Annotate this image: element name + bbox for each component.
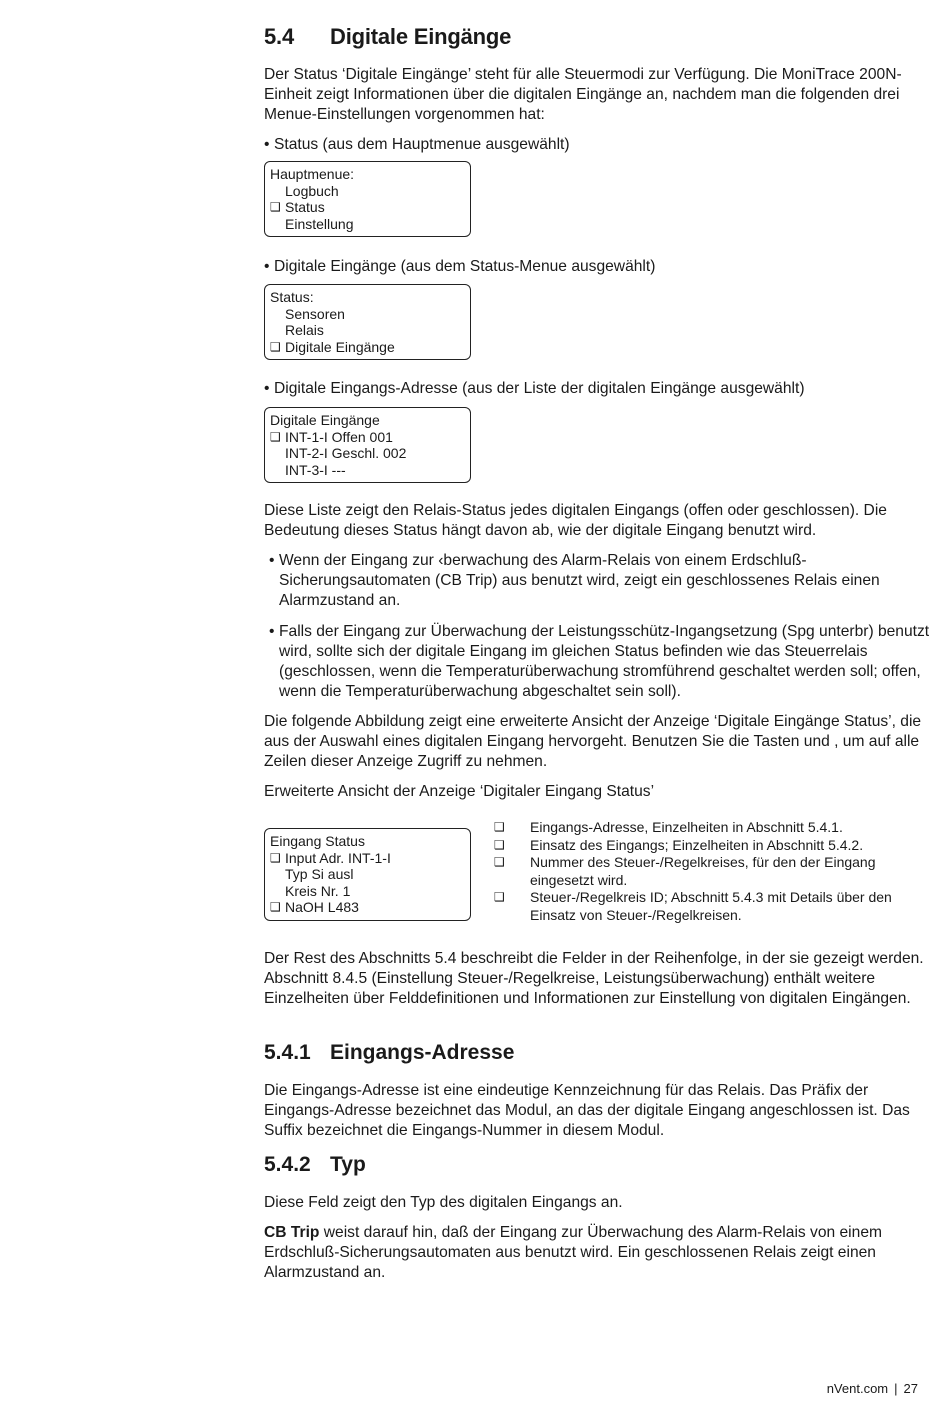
screen-line-text: Kreis Nr. 1 <box>285 882 351 899</box>
screen-line-spacer <box>270 462 285 479</box>
screen-line-text: Status: <box>270 289 314 305</box>
case-bullet-2: • Falls der Eingang zur Überwachung der Leistungsschütz-Ingangsetzung (Spg unterbr) benutzt wird, sollte sich der digitale Eingang im gleichen Status befinden wie das Steuerrelais (geschlossen, wenn die Temperaturüberwachung stromführend geschaltet werden soll; offen, wenn die Temperaturüberwachung abgeschaltet sein soll). <box>269 623 930 700</box>
screen-line-spacer <box>270 322 285 339</box>
screen-line <box>270 289 470 306</box>
screen-line-text: Einstellung <box>285 215 354 232</box>
list-paragraph: Diese Liste zeigt den Relais-Status jedes digitalen Eingangs (offen oder geschlossen). Die Bedeutung dieses Status hängt davon ab, wie der digitale Eingang benutzt wird. <box>264 502 887 539</box>
screen-line <box>270 850 470 867</box>
menu-screen-inputs <box>264 407 471 483</box>
screen-line-text: Sensoren <box>285 305 345 322</box>
subsection-542-text: Diese Feld zeigt den Typ des digitalen Eingangs an. <box>264 1194 623 1211</box>
screen-line-text: Typ Si ausl <box>285 866 354 883</box>
screen-line <box>270 833 470 850</box>
screen-line-text: INT-1-I Offen 001 <box>285 428 393 445</box>
screen-line-spacer <box>270 445 285 462</box>
screen-line-text: INT-2-I Geschl. 002 <box>285 445 407 462</box>
menu-screen-main <box>264 161 471 237</box>
page-number: 27 <box>903 1381 918 1396</box>
field-note-item: ❑ Nummer des Steuer-/Regelkreises, für den der Eingang eingesetzt wird. <box>494 854 876 888</box>
screen-line-text: Eingang Status <box>270 833 365 849</box>
screen-line <box>270 216 470 233</box>
screen-line <box>270 166 470 183</box>
screen-line <box>270 339 470 356</box>
field-note-item: ❑ Steuer-/Regelkreis ID; Abschnitt 5.4.3 mit Details über den Einsatz von Steuer-/Regelkreisen. <box>494 889 892 923</box>
screen-line <box>270 883 470 900</box>
screen-line-text: Digitale Eingänge <box>285 338 395 355</box>
screen-line <box>270 183 470 200</box>
extended-view-caption: Erweiterte Ansicht der Anzeige ‘Digitaler Eingang Status’ <box>264 783 655 800</box>
field-note-item: ❑ Einsatz des Eingangs; Einzelheiten in Abschnitt 5.4.2. <box>494 836 864 853</box>
screen-line-text: Status <box>285 199 325 216</box>
screen-line <box>270 445 470 462</box>
screen-line <box>270 322 470 339</box>
rest-paragraph: Der Rest des Abschnitts 5.4 beschreibt die Felder in der Reihenfolge, in der sie gezeigt werden. Abschnitt 8.4.5 (Einstellung Steuer-/Regelkreise, Leistungsüberwachung) enthält weitere Einzelheiten über Felddefinitionen und Informationen zur Einstellung von digitalen Eingängen. <box>264 950 924 1007</box>
subsection-heading-541: 5.4.1 Eingangs-Adresse <box>264 1041 515 1064</box>
screen-line <box>270 306 470 323</box>
subsection-heading-542: 5.4.2 Typ <box>264 1153 366 1176</box>
screen-line-spacer <box>270 866 285 883</box>
checkbox-icon: ❑ <box>270 200 281 215</box>
checkbox-icon: ❑ <box>270 900 281 915</box>
screen-line-text: INT-3-I --- <box>285 461 346 478</box>
screen-line <box>270 866 470 883</box>
section-title: Digitale Eingänge <box>330 24 512 49</box>
checkbox-icon: ❑ <box>270 850 281 865</box>
screen-line-text: Relais <box>285 322 324 339</box>
screen-line <box>270 462 470 479</box>
extended-view-paragraph: Die folgende Abbildung zeigt eine erweiterte Ansicht der Anzeige ‘Digitale Eingänge Status’, die aus der Auswahl eines digitalen Eingang hervorgeht. Benutzen Sie die Tasten und , um auf alle Zeilen dieser Anzeige Zugriff zu nehmen. <box>264 713 922 770</box>
screen-line-text: Input Adr. INT-1-I <box>285 849 391 866</box>
checkbox-icon: ❑ <box>270 429 281 444</box>
section-heading <box>264 24 924 50</box>
step-bullet-3: • Digitale Eingangs-Adresse (aus der Liste der digitalen Eingänge ausgewählt) <box>264 380 805 397</box>
intro-paragraph: Der Status ‘Digitale Eingänge’ steht für alle Steuermodi zur Verfügung. Die MoniTrace 200N-Einheit zeigt Informationen über die digitalen Eingänge an, nachdem man die folgenden drei Menue-Einstellungen vorgenommen hat: <box>264 66 902 123</box>
screen-line <box>270 429 470 446</box>
step-bullet-2: • Digitale Eingänge (aus dem Status-Menue ausgewählt) <box>264 258 656 275</box>
footer-site: nVent.com <box>826 1381 889 1396</box>
screen-line <box>270 899 470 916</box>
screen-line-spacer <box>270 883 285 900</box>
screen-line <box>270 199 470 216</box>
section-number: 5.4 <box>264 24 294 49</box>
screen-line-text: Digitale Eingänge <box>270 412 380 428</box>
page-footer <box>827 1381 918 1396</box>
case-bullet-1: • Wenn der Eingang zur ‹berwachung des Alarm-Relais von einem Erdschluß-Sicherungsautomaten (CB Trip) aus benutzt wird, zeigt ein geschlossenes Relais einen Alarmzustand an. <box>269 552 880 609</box>
checkbox-icon: ❑ <box>270 339 281 354</box>
cb-trip-paragraph: CB Trip weist darauf hin, daß der Eingang zur Überwachung des Alarm-Relais von einem Erdschluß-Sicherungsautomaten aus benutzt wird. Ein geschlossenen Relais zeigt einen Alarmzustand an. <box>264 1224 882 1281</box>
cb-trip-term: CB Trip <box>264 1224 320 1241</box>
screen-line-spacer <box>270 216 285 233</box>
screen-line-text: Hauptmenue: <box>270 166 355 182</box>
field-note-item: ❑ Eingangs-Adresse, Einzelheiten in Abschnitt 5.4.1. <box>494 819 843 835</box>
step-bullet-1: • Status (aus dem Hauptmenue ausgewählt) <box>264 136 570 153</box>
footer-separator: | <box>894 1381 898 1396</box>
menu-screen-input-status <box>264 828 471 921</box>
subsection-541-text: Die Eingangs-Adresse ist eine eindeutige Kennzeichnung für das Relais. Das Präfix der Eingangs-Adresse bezeichnet das Modul, an das der digitale Eingang angeschlossen ist. Das Suffix bezeichnet die Eingangs-Nummer in diesem Modul. <box>264 1082 910 1139</box>
screen-line-spacer <box>270 183 285 200</box>
screen-line-text: NaOH L483 <box>285 899 359 916</box>
menu-screen-status <box>264 284 471 360</box>
screen-line <box>270 412 470 429</box>
field-notes <box>494 819 924 925</box>
screen-line-text: Logbuch <box>285 182 339 199</box>
screen-line-spacer <box>270 306 285 323</box>
